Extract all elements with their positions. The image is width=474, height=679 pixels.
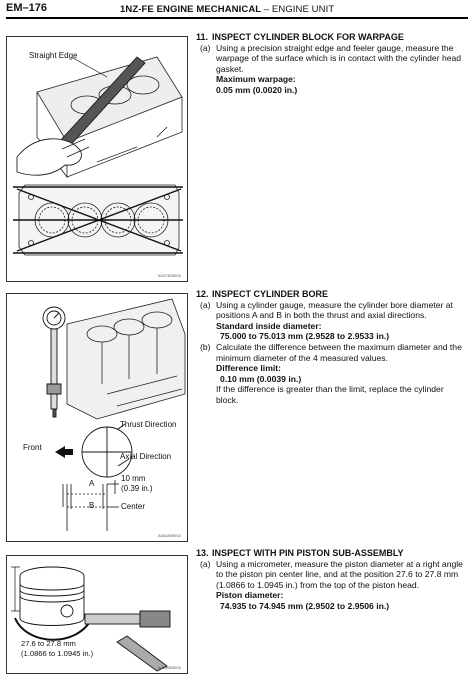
step-12b <box>196 342 464 363</box>
figure-straight-edge <box>6 36 188 282</box>
section-13-number: 13. <box>196 548 209 558</box>
step-label: (a) <box>200 558 211 569</box>
label-position-a: A <box>89 479 95 488</box>
page-header-title <box>120 4 334 15</box>
spec-label: Difference limit: <box>216 363 281 374</box>
spec-value: 0.05 mm (0.0020 in.) <box>216 84 298 95</box>
step-text: Using a micrometer, measure the piston diameter at a right angle to the piston pin center line, and at the position 27.6 to 27.8 mm (1.0866 to 1.0945 in.) from the top of the piston head. <box>216 558 463 590</box>
step-label: (a) <box>200 42 211 53</box>
spec-value: 75.000 to 75.013 mm (2.9528 to 2.9533 in.) <box>220 331 390 342</box>
step-13a <box>196 559 464 591</box>
section-11-number: 11. <box>196 32 209 42</box>
label-straight-edge: Straight Edge <box>29 51 78 60</box>
label-thrust-direction: Thrust Direction <box>120 420 177 429</box>
spec-label: Standard inside diameter: <box>216 320 322 331</box>
section-12 <box>196 289 464 406</box>
section-11-heading: INSPECT CYLINDER BLOCK FOR WARPAGE <box>212 32 404 42</box>
figure-cylinder-bore <box>6 293 188 542</box>
header-rule <box>6 17 468 19</box>
label-10mm: 10 mm <box>121 474 146 483</box>
step-11a <box>196 43 464 75</box>
label-039-in: (0.39 in.) <box>121 484 153 493</box>
section-12-heading: INSPECT CYLINDER BORE <box>212 289 329 299</box>
label-dim-mm: 27.6 to 27.8 mm <box>21 639 76 648</box>
step-text: Using a cylinder gauge, measure the cylinder bore diameter at positions A and B in both the thrust and axial directions. <box>216 299 453 321</box>
spec-label: Piston diameter: <box>216 590 284 601</box>
figure-code: A081895E02 <box>157 533 181 538</box>
section-12-title <box>196 289 464 300</box>
figure-code: A059066E02 <box>157 665 181 670</box>
cylinder-gauge-illustration <box>7 294 187 541</box>
spec-label: Maximum warpage: <box>216 74 296 85</box>
label-front: Front <box>23 443 42 452</box>
step-text: Using a precision straight edge and feeler gauge, measure the warpage of the surface which is in contact with the cylinder head gasket. <box>216 42 462 74</box>
spec-value: 0.10 mm (0.0039 in.) <box>220 373 302 384</box>
header-title-sub: – ENGINE UNIT <box>263 4 335 15</box>
header-title-main: 1NZ-FE ENGINE MECHANICAL <box>120 4 262 15</box>
section-11-title <box>196 32 464 43</box>
label-center: Center <box>121 502 146 511</box>
step-label: (a) <box>200 299 211 310</box>
label-axial-direction: Axial Direction <box>120 452 172 461</box>
figure-piston <box>6 555 188 674</box>
step-12a <box>196 300 464 321</box>
label-position-b: B <box>89 501 95 510</box>
straight-edge-illustration <box>7 37 187 281</box>
step-label: (b) <box>200 341 211 352</box>
note-text: If the difference is greater than the limit, replace the cylinder block. <box>216 384 444 405</box>
section-13 <box>196 548 464 612</box>
section-11 <box>196 32 464 96</box>
section-12-number: 12. <box>196 289 209 299</box>
section-13-title <box>196 548 464 559</box>
spec-value: 74.935 to 74.945 mm (2.9502 to 2.9506 in.) <box>220 600 390 611</box>
page-number: EM–176 <box>6 2 47 14</box>
section-13-heading: INSPECT WITH PIN PISTON SUB-ASSEMBLY <box>212 548 404 558</box>
label-dim-in: (1.0866 to 1.0945 in.) <box>21 649 94 658</box>
figure-code: A037393E02 <box>157 273 181 278</box>
step-text: Calculate the difference between the maximum diameter and the minimum diameter of the 4 measured values. <box>216 341 462 363</box>
